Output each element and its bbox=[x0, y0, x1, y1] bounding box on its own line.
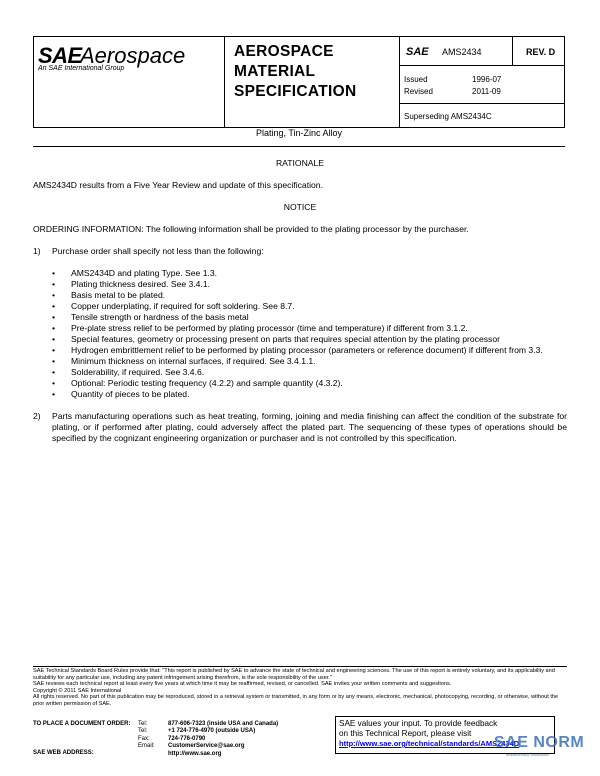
bullet-icon: • bbox=[52, 279, 56, 289]
notice-heading: NOTICE bbox=[283, 202, 317, 212]
contact-values bbox=[168, 721, 278, 758]
issued-date: 1996-07 bbox=[472, 75, 502, 84]
watermark: SAE NORM bbox=[494, 734, 585, 751]
divider bbox=[399, 37, 400, 127]
sae-logo: SAE bbox=[38, 43, 82, 68]
title-rule bbox=[33, 146, 565, 147]
list-item-2: 2) Parts manufacturing operations such as heat treating, forming, joining and media finishing can affect the condition of the substrate for plating, or if performed after plating, could adversely affect the plated part. The sequencing of these types of operations should be specified by the cognizant engineering organization or purchaser and is not controlled by this specification. bbox=[33, 411, 567, 443]
document-title: Plating, Tin-Zinc Alloy bbox=[255, 128, 343, 138]
list-item: • Hydrogen embrittlement relief to be performed by plating processor (parameters or reference document) if different from 3.3. bbox=[52, 345, 543, 355]
fax: 724-776-0790 bbox=[168, 735, 206, 742]
list-item: • Pre-plate stress relief to be performed by plating processor (time and temperature) if different from 3.1.2. bbox=[52, 323, 468, 333]
sae-mini-logo: SAE bbox=[406, 46, 429, 58]
bullet-icon: • bbox=[52, 312, 56, 322]
list-item: • Tensile strength or hardness of the basis metal bbox=[52, 312, 249, 322]
list-item: • Optional: Periodic testing frequency (4.2.2) and sample quantity (4.3.2). bbox=[52, 378, 343, 388]
bullet-icon: • bbox=[52, 323, 56, 333]
list-item: • Basis metal to be plated. bbox=[52, 290, 166, 300]
feedback-link[interactable]: http://www.sae.org/technical/standards/AMS2434D bbox=[339, 739, 520, 748]
feedback-line-1: SAE values your input. To provide feedback bbox=[339, 719, 498, 728]
watermark-sub: INTERNATIONAL STANDARDS bbox=[506, 753, 549, 757]
aerospace-logo-text: Aerospace bbox=[80, 43, 186, 68]
rules-text: SAE Technical Standards Board Rules provide that: "This report is published by SAE to advance the state of technical and engineering sciences. The use of this report is entirely voluntary, and its applicability and suitability for any particular use, including any patent infringement arising therefrom, is the sole responsibility of the user." bbox=[33, 668, 555, 681]
divider bbox=[399, 103, 565, 104]
spec-title: AEROSPACE MATERIAL SPECIFICATION bbox=[234, 43, 357, 100]
requirements-list bbox=[33, 268, 567, 400]
revised-label: Revised bbox=[404, 87, 433, 96]
footer-rule bbox=[33, 666, 567, 667]
bullet-icon: • bbox=[52, 378, 56, 388]
divider bbox=[399, 65, 565, 66]
list-item: • Minimum thickness on internal surfaces, if required. See 3.4.1.1. bbox=[52, 356, 316, 366]
revised-date: 2011-09 bbox=[472, 87, 501, 96]
contact-labels: Tel: Tel: Fax: Email: bbox=[138, 721, 155, 750]
bullet-icon: • bbox=[52, 334, 56, 344]
document-body bbox=[33, 158, 567, 444]
list-item: • Plating thickness desired. See 3.4.1. bbox=[52, 279, 211, 289]
copyright: Copyright © 2011 SAE International bbox=[33, 687, 122, 694]
header-box bbox=[33, 36, 565, 128]
order-label: TO PLACE A DOCUMENT ORDER: bbox=[33, 721, 131, 727]
bullet-icon: • bbox=[52, 389, 56, 399]
phone-intl: +1 724-776-4970 (outside USA) bbox=[168, 728, 256, 735]
bullet-icon: • bbox=[52, 345, 56, 355]
ams-number: AMS2434 bbox=[442, 47, 482, 57]
web-label: SAE WEB ADDRESS: bbox=[33, 750, 94, 756]
feedback-line-2: on this Technical Report, please visit bbox=[339, 729, 472, 738]
logo-subtitle: An SAE International Group bbox=[38, 65, 125, 72]
rights-text: All rights reserved. No part of this publication may be reproduced, stored in a retrieval system or transmitted, in any form or by any means, electronic, mechanical, photocopying, recording, or otherwise, without the prior written permission of SAE. bbox=[33, 694, 559, 707]
list-item: • AMS2434D and plating Type. See 1.3. bbox=[52, 268, 218, 278]
list-item: • Special features, geometry or processing present on parts that requires special attention by the plating processor bbox=[52, 334, 500, 344]
ordering-information: ORDERING INFORMATION: The following information shall be provided to the plating processor by the purchaser. bbox=[33, 224, 469, 234]
issued-label: Issued bbox=[404, 75, 428, 84]
footer-legal bbox=[33, 668, 567, 707]
bullet-icon: • bbox=[52, 268, 56, 278]
web-link[interactable]: http://www.sae.org bbox=[168, 750, 222, 757]
divider bbox=[512, 37, 513, 65]
revision-label: REV. D bbox=[526, 47, 556, 57]
bullet-icon: • bbox=[52, 290, 56, 300]
review-text: SAE reviews each technical report at least every five years at which time it may be reaffirmed, revised, or cancelled. SAE invites your written comments and suggestions. bbox=[33, 681, 452, 687]
superseding-text: Superseding AMS2434C bbox=[404, 112, 492, 121]
phone-us: 877-606-7323 (inside USA and Canada) bbox=[168, 721, 279, 727]
email-link[interactable]: CustomerService@sae.org bbox=[168, 743, 245, 750]
rationale-heading: RATIONALE bbox=[275, 158, 325, 168]
bullet-icon: • bbox=[52, 301, 56, 311]
bullet-icon: • bbox=[52, 356, 56, 366]
rationale-text: AMS2434D results from a Five Year Review and update of this specification. bbox=[33, 180, 323, 190]
bullet-icon: • bbox=[52, 367, 56, 377]
divider bbox=[224, 37, 225, 127]
list-item: • Solderability, if required. See 3.4.6. bbox=[52, 367, 205, 377]
list-item: • Quantity of pieces to be plated. bbox=[52, 389, 190, 399]
list-item-1: 1) Purchase order shall specify not less than the following: bbox=[33, 246, 264, 256]
list-item: • Copper underplating, if required for soft soldering. See 8.7. bbox=[52, 301, 295, 311]
